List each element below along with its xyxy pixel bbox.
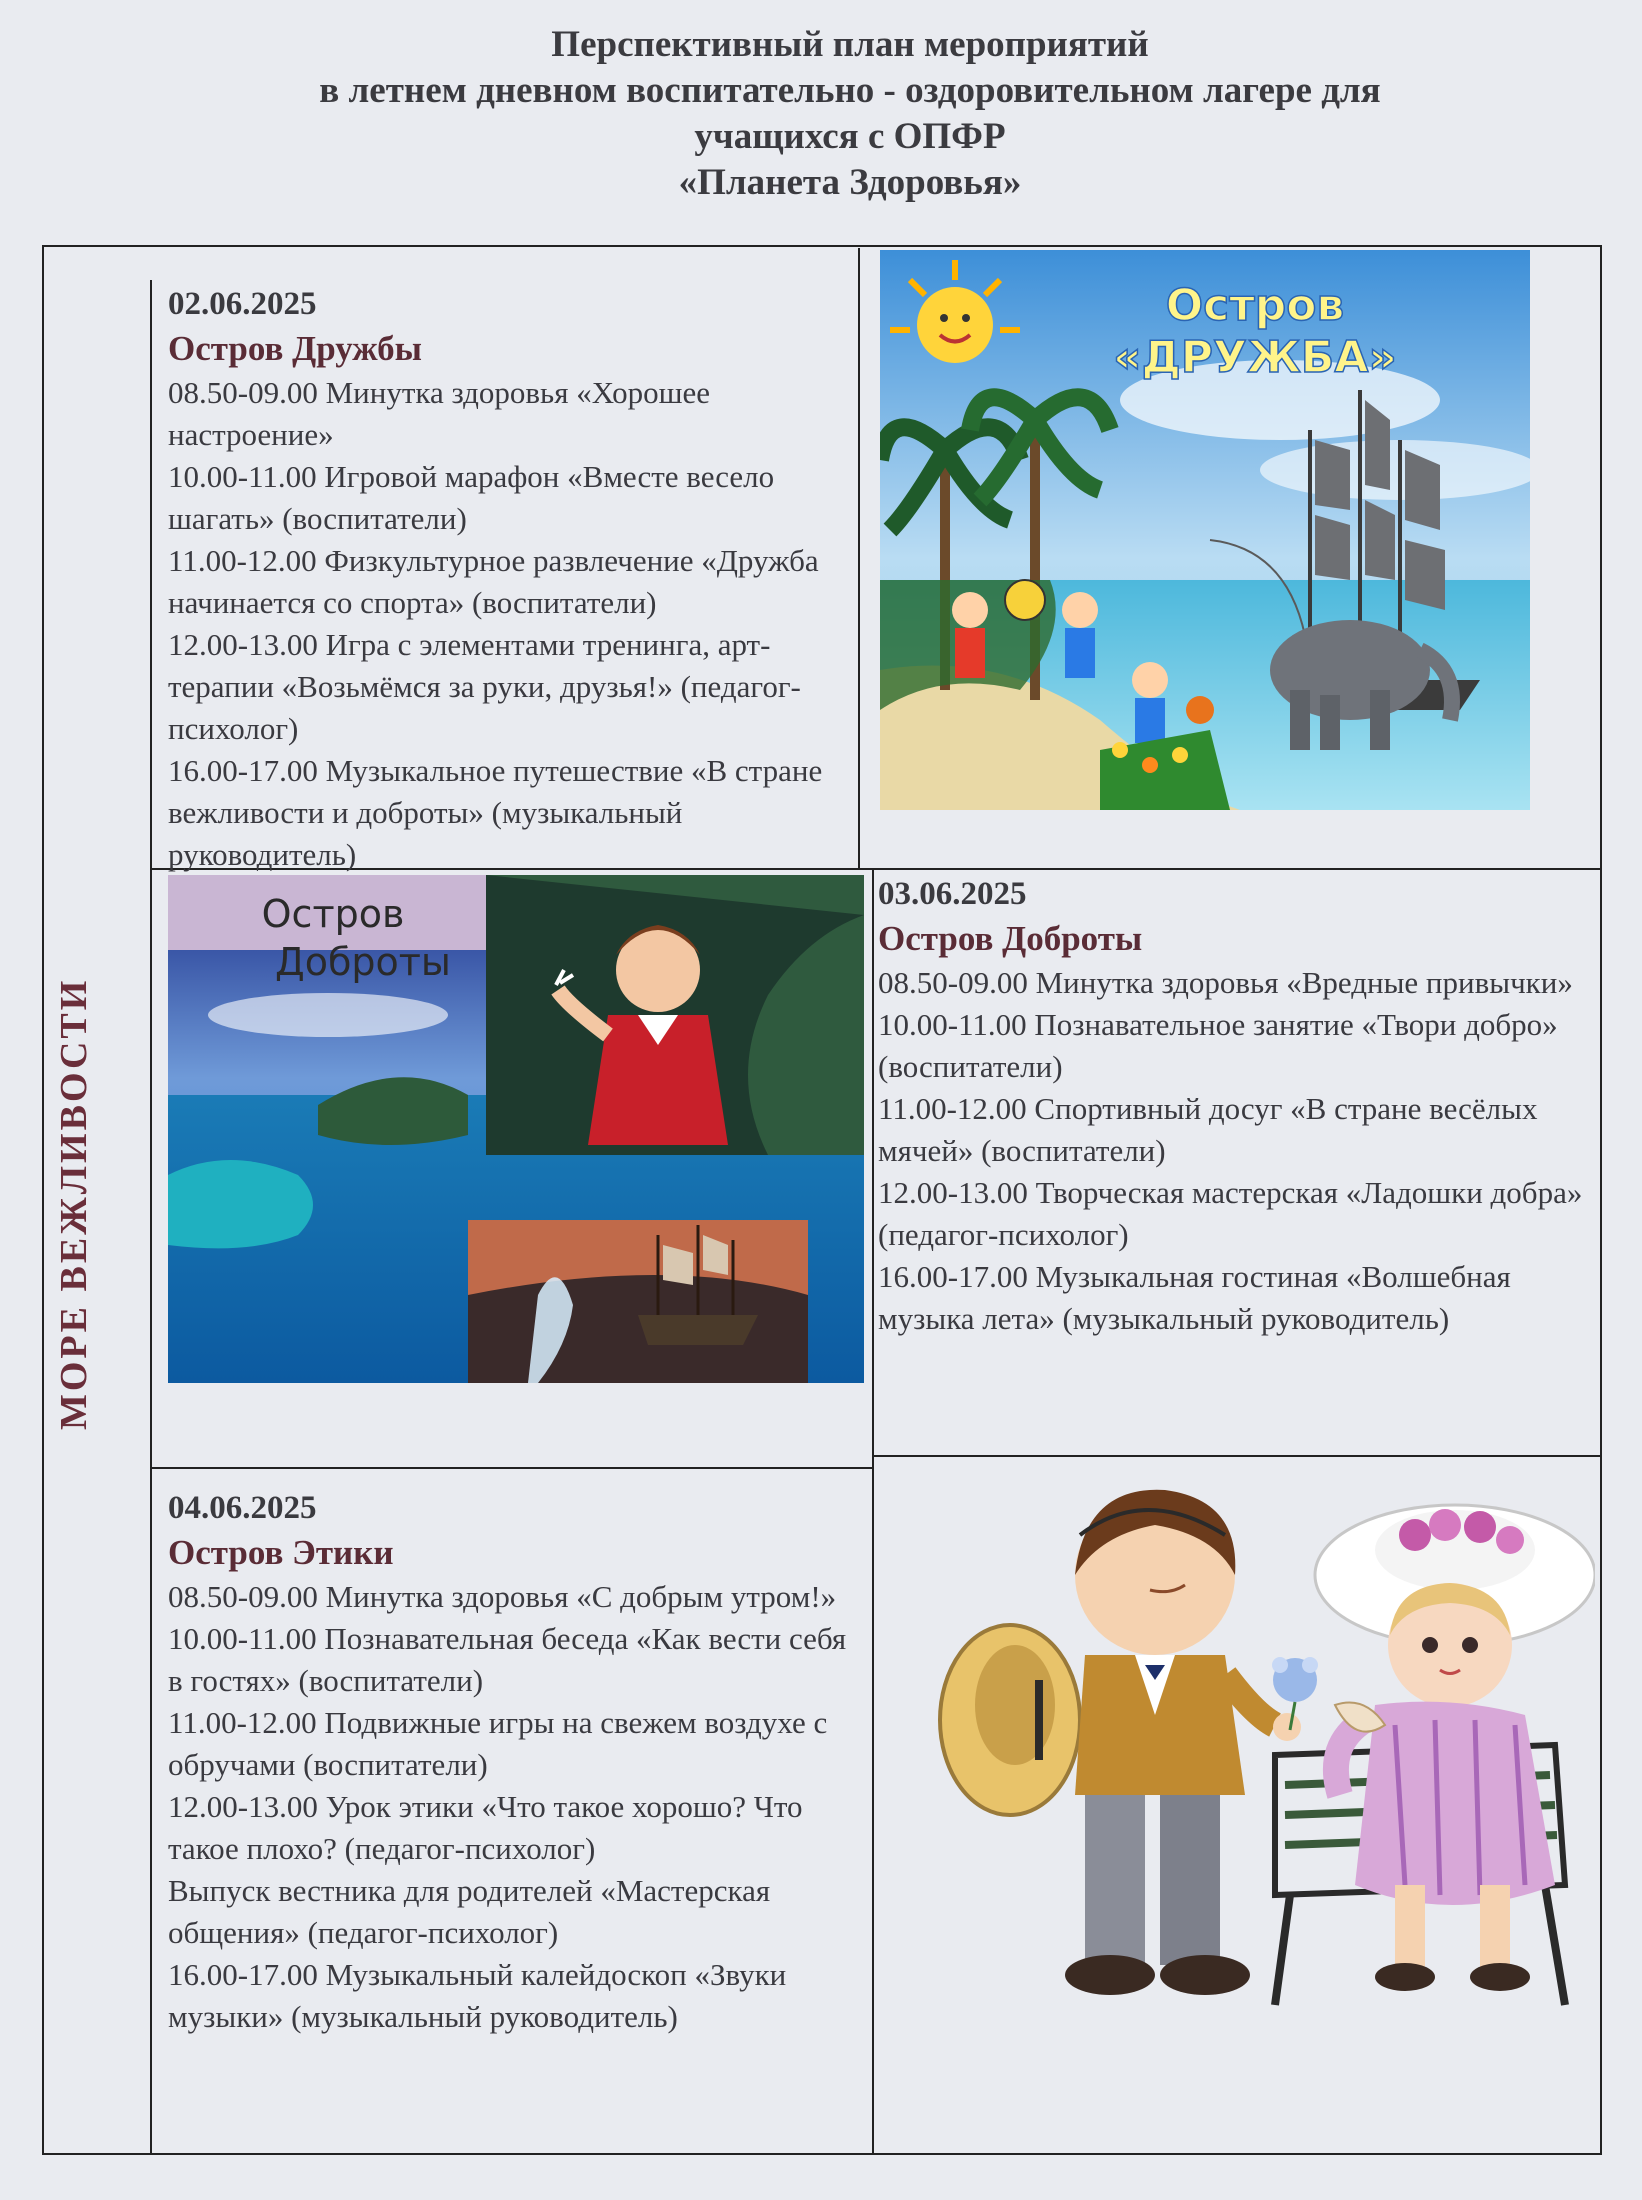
- day-cell-2: [878, 872, 1598, 1340]
- activity-item: 11.00-12.00 Подвижные игры на свежем воздухе с обручами (воспитатели): [168, 1705, 828, 1782]
- title-line-1: Перспективный план мероприятий: [551, 24, 1149, 65]
- title-line-2: в летнем дневном воспитательно - оздоровительном лагере для: [319, 70, 1381, 111]
- kindness-island-picture: [168, 875, 864, 1383]
- activity-item: 12.00-13.00 Игра с элементами тренинга, арт-терапии «Возьмёмся за руки, друзья!» (педагог-психолог): [168, 627, 801, 746]
- activity-item: 10.00-11.00 Игровой марафон «Вместе весело шагать» (воспитатели): [168, 459, 775, 536]
- activity-item: 11.00-12.00 Физкультурное развлечение «Дружба начинается со спорта» (воспитатели): [168, 543, 819, 620]
- activity-item: 11.00-12.00 Спортивный досуг «В стране весёлых мячей» (воспитатели): [878, 1091, 1538, 1168]
- day-date: 02.06.2025: [168, 286, 317, 322]
- day-island: Остров Дружбы: [168, 329, 422, 368]
- page-title: [140, 22, 1560, 206]
- activity-item: 12.00-13.00 Творческая мастерская «Ладошки добра» (педагог-психолог): [878, 1175, 1583, 1252]
- activity-item: 10.00-11.00 Познавательное занятие «Твори добро» (воспитатели): [878, 1007, 1558, 1084]
- row-divider-2: [872, 1455, 1602, 1457]
- activity-item: 10.00-11.00 Познавательная беседа «Как вести себя в гостях» (воспитатели): [168, 1621, 847, 1698]
- activity-item: 16.00-17.00 Музыкальный калейдоскоп «Звуки музыки» (музыкальный руководитель): [168, 1957, 787, 2034]
- friendship-island-picture: [880, 250, 1530, 810]
- activity-item: 16.00-17.00 Музыкальная гостиная «Волшебная музыка лета» (музыкальный руководитель): [878, 1259, 1511, 1336]
- kindness-picture-title-2: Доброты: [275, 940, 451, 984]
- sidebar-label: МОРЕ ВЕЖЛИВОСТИ: [53, 977, 95, 1430]
- column-divider-1: [858, 248, 860, 868]
- title-line-4: «Планета Здоровья»: [678, 162, 1022, 203]
- day-cell-1: [168, 282, 848, 876]
- friendship-picture-title-2: «ДРУЖБА»: [1113, 332, 1397, 383]
- title-line-3: учащихся с ОПФР: [694, 116, 1006, 157]
- activity-item: 12.00-13.00 Урок этики «Что такое хорошо? Что такое плохо? (педагог-психолог): [168, 1789, 803, 1866]
- day-island: Остров Доброты: [878, 919, 1143, 958]
- day-island: Остров Этики: [168, 1533, 394, 1572]
- kindness-picture-title-1: Остров: [261, 892, 405, 936]
- activity-item: 16.00-17.00 Музыкальное путешествие «В стране вежливости и доброты» (музыкальный руководитель): [168, 753, 823, 872]
- day-cell-3: [168, 1486, 868, 2038]
- activity-item: 08.50-09.00 Минутка здоровья «Вредные привычки»: [878, 965, 1573, 1000]
- activity-item: 08.50-09.00 Минутка здоровья «С добрым утром!»: [168, 1579, 837, 1614]
- day-date: 04.06.2025: [168, 1490, 317, 1526]
- day-date: 03.06.2025: [878, 876, 1027, 912]
- activity-item: Выпуск вестника для родителей «Мастерская общения» (педагог-психолог): [168, 1873, 771, 1950]
- column-divider-2: [872, 868, 874, 2155]
- children-illustration: [895, 1465, 1595, 2035]
- friendship-picture-title-1: Остров: [1165, 280, 1345, 331]
- row-divider-3: [152, 1467, 872, 1469]
- activity-item: 08.50-09.00 Минутка здоровья «Хорошее настроение»: [168, 375, 711, 452]
